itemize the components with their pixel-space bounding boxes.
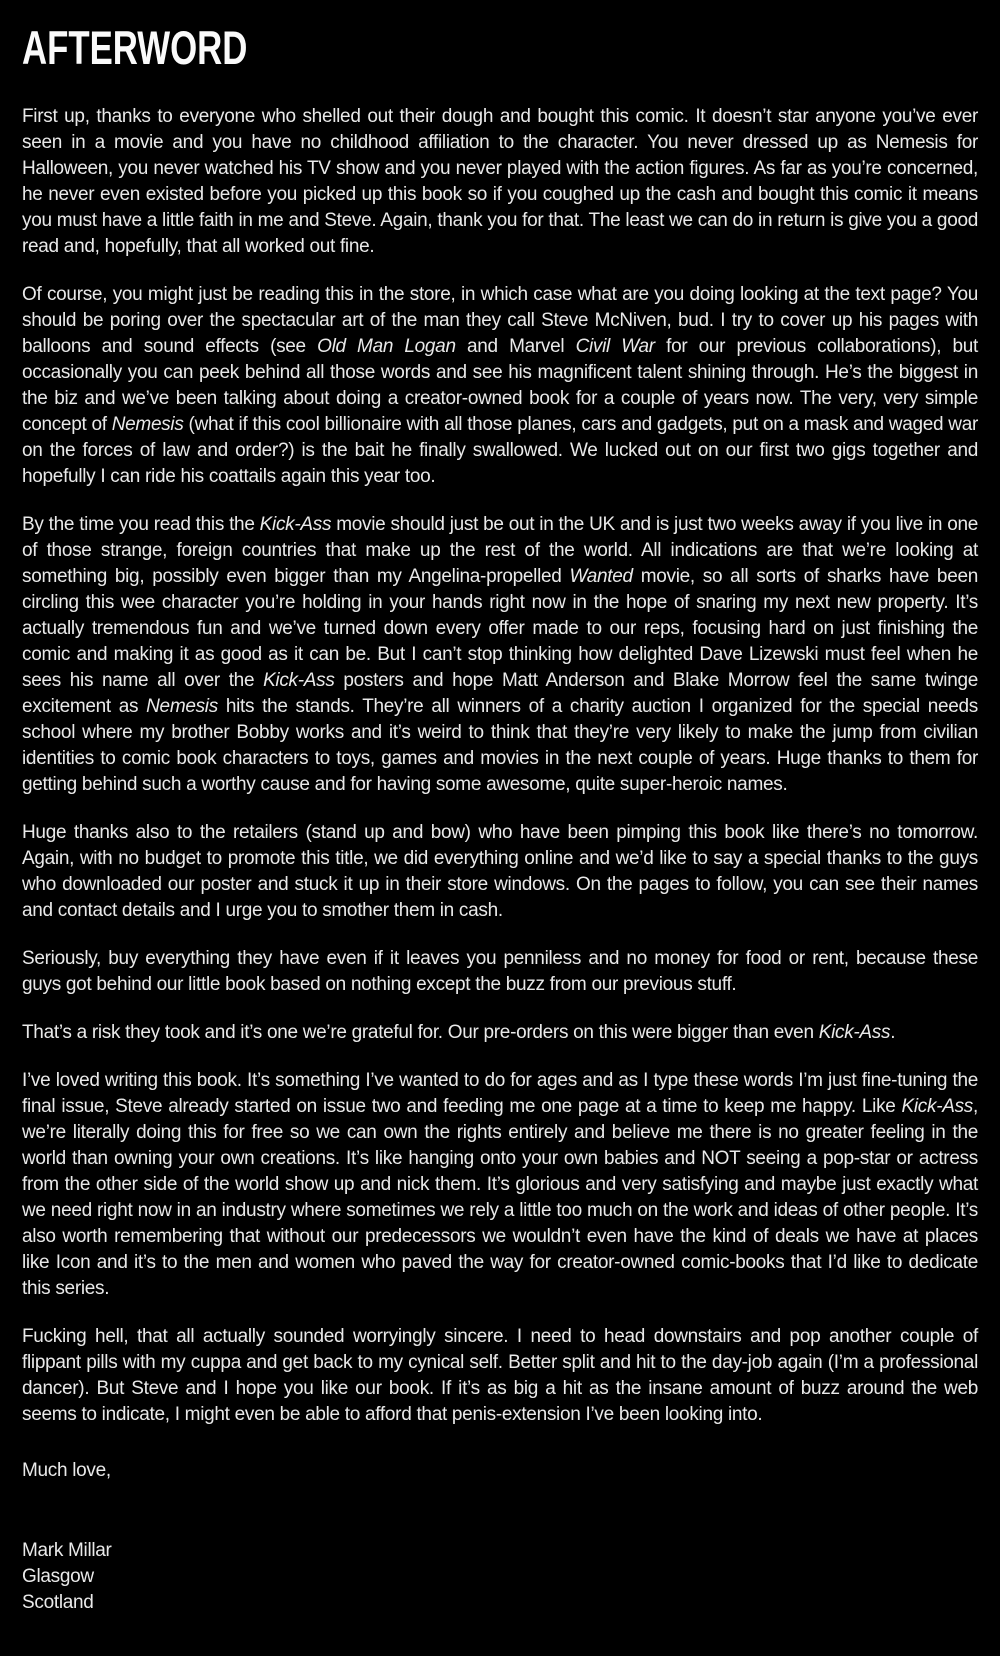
- paragraph: [22, 1020, 978, 1046]
- text-run: posters and hope Matt Anderson and Blake Morrow feel the same twinge excitement as: [22, 670, 979, 717]
- italic-text: Nemesis: [111, 414, 184, 435]
- italic-text: Kick-Ass: [901, 1096, 974, 1117]
- text-run: hits the stands. They’re all winners of a charity auction I organized for the special needs school where my brother Bobby works and it’s weird to think that they’re very likely to make the jump from civilian identities to comic book characters to toys, games and movies in the next couple of years. Huge thanks to them for getting behind such a worthy cause and for having some awesome, quite super-heroic names.: [22, 696, 978, 795]
- text-run: Huge thanks also to the retailers (stand up and bow) who have been pimping this book like there’s no tomorrow. Again, with no budget to promote this title, we did everything online and we’d like to say a special thanks to the guys who downloaded our poster and stuck it up in their store windows. On the pages to follow, you can see their names and contact details and I urge you to smother them in cash.: [22, 822, 978, 921]
- italic-text: Kick-Ass: [818, 1022, 891, 1043]
- signature-line: Scotland: [22, 1592, 94, 1613]
- italic-text: Kick-Ass: [259, 514, 332, 535]
- page-title: AFTERWORD: [22, 21, 248, 74]
- signature-line: Glasgow: [22, 1566, 94, 1587]
- text-run: and Marvel: [455, 336, 576, 357]
- text-run: Of course, you might just be reading this in the store, in which case what are you doing looking at the text page? You should be poring over the spectacular art of the man they call Steve McNiven, bud. I try to cover up his pages with balloons and sound effects (see: [22, 284, 978, 357]
- paragraph: [22, 1324, 978, 1428]
- text-run: movie, so all sorts of sharks have been circling this wee character you’re holding in your hands right now in the hope of snaring my next new property. It’s actually tremendous fun and we’ve turned down every offer made to our reps, focusing hard on just finishing the comic and making it as good as it can be. But I can’t stop thinking how delighted Dave Lizewski must feel when he sees his name all over the: [22, 566, 978, 691]
- paragraph: [22, 282, 978, 490]
- italic-text: Wanted: [569, 566, 633, 587]
- text-run: That’s a risk they took and it’s one we’re grateful for. Our pre-orders on this were bigger than even: [22, 1022, 819, 1043]
- paragraph: [22, 512, 978, 798]
- text-run: Fucking hell, that all actually sounded worryingly sincere. I need to head downstairs and pop another couple of flippant pills with my cuppa and get back to my cynical self. Better split and hit to the day-job again (I’m a professional dancer). But Steve and I hope you like our book. If it’s as big a hit as the insane amount of buzz around the web seems to indicate, I might even be able to afford that penis-extension I’ve been looking into.: [22, 1326, 978, 1425]
- paragraph: [22, 1068, 978, 1302]
- afterword-body: [22, 104, 978, 1428]
- italic-text: Nemesis: [146, 696, 218, 717]
- text-run: movie should just be out in the UK and is just two weeks away if you live in one of those strange, foreign countries that make up the rest of the world. All indications are that we’re looking at something big, possibly even bigger than my Angelina-propelled: [22, 514, 978, 587]
- text-run: .: [890, 1022, 896, 1043]
- paragraph: [22, 946, 978, 998]
- paragraph: [22, 820, 978, 924]
- paragraph: [22, 104, 978, 260]
- text-run: , we’re literally doing this for free so we can own the rights entirely and believe me there is no greater feeling in the world than owning your own creations. It’s like hanging onto your own babies and NOT seeing a pop-star or actress from the other side of the world show up and nick them. It’s glorious and very satisfying and maybe just exactly what we need right now in an industry where sometimes we rely a little too much on the work and ideas of other people. It’s also worth remembering that without our predecessors we wouldn’t even have the kind of deals we have at places like Icon and it’s to the men and women who paved the way for creator-owned comic-books that I’d like to dedicate this series.: [22, 1096, 978, 1299]
- text-run: Seriously, buy everything they have even if it leaves you penniless and no money for food or rent, because these guys got behind our little book based on nothing except the buzz from our previous stuff.: [22, 948, 978, 995]
- signature-line: Mark Millar: [22, 1540, 112, 1561]
- italic-text: Kick-Ass: [263, 670, 335, 691]
- closing-line: Much love,: [22, 1460, 111, 1481]
- text-run: (what if this cool billionaire with all those planes, cars and gadgets, put on a mask and waged war on the forces of law and order?) is the bait he finally swallowed. We lucked out on our first two gigs together and hopefully I can ride his coattails again this year too.: [22, 414, 979, 487]
- text-run: I’ve loved writing this book. It’s something I’ve wanted to do for ages and as I type these words I’m just fine-tuning the final issue, Steve already started on issue two and feeding me one page at a time to keep me happy. Like: [22, 1070, 978, 1117]
- signature-block: [22, 1538, 978, 1616]
- italic-text: Civil War: [575, 336, 655, 357]
- text-run: First up, thanks to everyone who shelled out their dough and bought this comic. It doesn’t star anyone you’ve ever seen in a movie and you have no childhood affiliation to the character. You never dressed up as Nemesis for Halloween, you never watched his TV show and you never played with the action figures. As far as you’re concerned, he never even existed before you picked up this book so if you coughed up the cash and bought this comic it means you must have a little faith in me and Steve. Again, thank you for that. The least we can do in return is give you a good read and, hopefully, that all worked out fine.: [22, 106, 978, 257]
- italic-text: Old Man Logan: [317, 336, 456, 357]
- text-run: for our previous collaborations), but occasionally you can peek behind all those words and see his magnificent talent shining through. He’s the biggest in the biz and we’ve been talking about doing a creator-owned book for a couple of years now. The very, very simple concept of: [22, 336, 979, 435]
- text-run: By the time you read this the: [22, 514, 260, 535]
